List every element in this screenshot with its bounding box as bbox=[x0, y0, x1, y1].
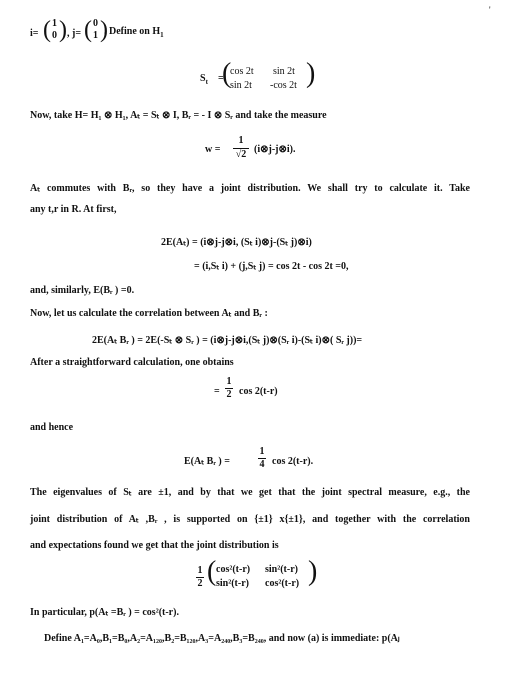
st-lhs: $S_t$ bbox=[200, 73, 208, 86]
text-line-now-take: Now, take H= H₁ ⊗ H₁, Aₜ = Sₜ ⊗ I, Bᵣ = - I ⊗ Sᵣ and take the measure bbox=[30, 110, 327, 121]
i-vector-right-paren: ) bbox=[59, 17, 67, 43]
i-vector-entry: 1 bbox=[52, 18, 57, 29]
text-line-in-particular: In particular, p(Aₜ =Bᵣ ) = cos²(t-r). bbox=[30, 607, 179, 618]
i-vector-left-paren: ( bbox=[43, 17, 51, 43]
jd-right-paren: ) bbox=[308, 556, 318, 587]
quarter-rhs: cos 2(t-r). bbox=[272, 456, 314, 467]
st-cell: sin 2t bbox=[273, 66, 295, 77]
half-denominator: 2 bbox=[226, 389, 232, 400]
jd-cell: sin²(t-r) bbox=[265, 564, 298, 575]
j-vector-right-paren: ) bbox=[100, 17, 108, 43]
text-line-and-hence: and hence bbox=[30, 422, 74, 433]
jd-cell: sin²(t-r) bbox=[216, 578, 249, 589]
jd-cell: cos²(t-r) bbox=[265, 578, 300, 589]
quarter-numerator: 1 bbox=[259, 446, 265, 457]
half-rhs: cos 2(t-r) bbox=[239, 386, 278, 397]
st-right-paren: ) bbox=[306, 58, 316, 89]
define-text: . Define on $H_1$ bbox=[104, 26, 164, 39]
st-equals: = bbox=[218, 73, 224, 84]
text-line-after: After a straightforward calculation, one obtains bbox=[30, 357, 234, 368]
jd-cell: cos²(t-r) bbox=[216, 564, 251, 575]
st-cell: sin 2t bbox=[230, 80, 252, 91]
text-line-any-tr: any t,r in R. At first, bbox=[30, 204, 117, 215]
text-line-correlation: Now, let us calculate the correlation between Aₜ and Bᵣ : bbox=[30, 308, 268, 319]
i-vector-entry: 0 bbox=[52, 30, 57, 41]
equation-expectation-value: = (i,Sₜ i) + (j,Sₜ j) = cos 2t - cos 2t =0, bbox=[194, 261, 349, 272]
half-numerator: 1 bbox=[226, 376, 232, 387]
text-line-define-a1: Define A₁=A₀,B₁=B₀,A₂=A₁₂₀,B₂=B₁₂₀,A₃=A₂₄₀,B₃=B₂₄₀, and now (a) is immediate: p(Aⱼ bbox=[44, 633, 400, 644]
j-vector-left-paren: ( bbox=[84, 17, 92, 43]
text-line-similarly: and, similarly, E(Bᵣ ) =0. bbox=[30, 285, 135, 296]
jd-numerator: 1 bbox=[197, 565, 203, 576]
text-line-joint-distribution: joint distribution of Aₜ ,Bᵣ , is supported on {±1} x{±1}, and together with the correlation bbox=[30, 514, 470, 525]
jd-left-paren: ( bbox=[207, 556, 217, 587]
j-vector-label: j= bbox=[72, 28, 82, 39]
quarter-lhs: E(Aₜ Bᵣ ) = bbox=[184, 456, 230, 467]
j-vector-entry: 1 bbox=[93, 30, 98, 41]
equation-expectation-at: 2E(Aₜ) = (i⊗j-j⊗i, (Sₜ i)⊗j-(Sₜ j)⊗i) bbox=[161, 237, 312, 248]
i-vector-label: i= bbox=[30, 28, 39, 39]
vector-separator: , bbox=[67, 28, 70, 39]
quarter-denominator: 4 bbox=[259, 459, 265, 470]
st-cell: cos 2t bbox=[230, 66, 254, 77]
page-mark: ' bbox=[489, 5, 491, 15]
jd-denominator: 2 bbox=[197, 578, 203, 589]
j-vector-entry: 0 bbox=[93, 18, 98, 29]
st-cell: -cos 2t bbox=[270, 80, 297, 91]
w-numerator: 1 bbox=[238, 135, 244, 146]
text-line-eigenvalues: The eigenvalues of Sₜ are ±1, and by that we get that the joint spectral measure, e.g., the bbox=[30, 487, 470, 498]
text-line-commutes: Aₜ commutes with Bᵣ, so they have a joint distribution. We shall try to calculate it. Take bbox=[30, 183, 470, 194]
w-lhs: w = bbox=[205, 144, 221, 155]
half-equals: = bbox=[214, 386, 220, 397]
st-left-paren: ( bbox=[222, 58, 232, 89]
equation-correlation: 2E(Aₜ Bᵣ ) = 2E(-Sₜ ⊗ Sᵣ ) = (i⊗j-j⊗i,(Sₜ j)⊗(Sᵣ i)-(Sₜ i)⊗( Sᵣ j))= bbox=[92, 335, 363, 346]
w-rhs: (i⊗j-j⊗i). bbox=[254, 144, 296, 155]
text-line-expectations: and expectations found we get that the joint distribution is bbox=[30, 540, 279, 551]
w-denominator: √2 bbox=[235, 149, 247, 160]
